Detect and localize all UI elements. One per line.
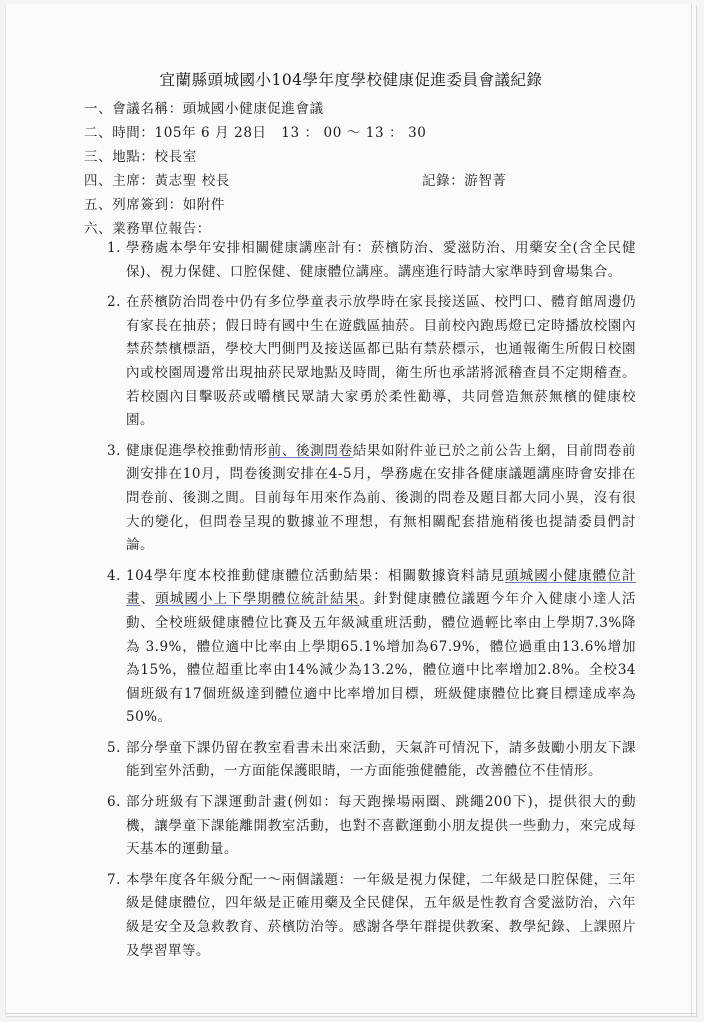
health-plan-link[interactable]: 頭城國小健康體位計畫 [126, 567, 636, 608]
item-number: 3. [107, 442, 121, 459]
document-title: 宜蘭縣頭城國小104學年度學校健康促進委員會議紀錄 [159, 71, 543, 89]
meeting-time-line: 二、時間：105年 6 月 28日 13 ： 00 ～ 13 ： 30 [84, 125, 427, 141]
survey-link[interactable]: 前、後測問卷 [267, 442, 353, 459]
list-item [107, 737, 636, 784]
list-item [107, 869, 636, 963]
item-text: 學務處本學年安排相關健康講座計有：菸檳防治、愛滋防治、用藥安全(含全民健保)、視力保健、口腔保健、健康體位講座。講座進行時請大家準時到會場集合。 [126, 240, 636, 280]
chair-line [84, 169, 604, 189]
item-text-post: 。針對健康體位議題今年介入健康小達人活動、全校班級健康體位比賽及五年級減重班活動，體位過輕比率由上學期7.3%降為 3.9%，體位適中比率由上學期65.1%增加為67.9%，體位過重由13.6%增加為15%，體位超重比率由14%減少為13.2%，體位適中比率增加2.8%。全校34個班級有17個班級達到體位適中比率增加目標，班級健康體位比賽目標達成率為50%。 [126, 591, 637, 726]
report-items-list [107, 237, 637, 970]
item-number: 6. [107, 794, 121, 811]
scanned-page [6, 4, 696, 1016]
chair-text: 四、主席：黃志聖 校長 [84, 173, 230, 189]
item-text: 部分班級有下課運動計畫(例如：每天跑操場兩圈、跳繩200下)，提供很大的動機，讓學童下課能離開教室活動，也對不喜歡運動小朋友提供一些動力，來完成每天基本的運動量。 [126, 794, 636, 858]
meeting-name-line: 一、會議名稱：頭城國小健康促進會議 [84, 101, 324, 117]
item-number: 7. [107, 871, 121, 888]
item-text: 部分學童下課仍留在教室看書未出來活動，天氣許可情況下，請多鼓勵小朋友下課能到室外活動，一方面能保護眼睛，一方面能強健體能，改善體位不佳情形。 [126, 739, 636, 780]
item-text-pre: 104學年度本校推動健康體位活動結果：相關數據資料請見 [126, 567, 505, 584]
item-text-post: 結果如附件並已於之前公告上網，目前問卷前測安排在10月，問卷後測安排在4-5月，學務處在安排各健康議題講座時會安排在問卷前、後測之間。目前每年用來作為前、後測的問卷及題目都大同小異，沒有很大的變化，但問卷呈現的數據並不理想，有無相關配套措施稍後也提請委員們討論。 [126, 442, 637, 554]
item-text: 本學年度各年級分配一～兩個議題：一年級是視力保健，二年級是口腔保健，三年級是健康體位，四年級是正確用藥及全民健保，五年級是性教育含愛滋防治，六年級是安全及急救教育、菸檳防治等。感謝各學年群提供教案、教學紀錄、上課照片及學習單等。 [126, 871, 636, 959]
meeting-location-line: 三、地點：校長室 [84, 149, 197, 165]
item-text: 在菸檳防治問卷中仍有多位學童表示放學時在家長接送區、校門口、體育館周邊仍有家長在抽菸；假日時有國中生在遊戲區抽菸。目前校內跑馬燈已定時播放校園內禁菸禁檳標語，學校大門側門及接送區都已貼有禁菸標示，也通報衛生所假日校園內或校園周邊常出現抽菸民眾地點及時間，衛生所也承諾將派稽查員不定期稽查。若校園內目擊吸菸或嚼檳民眾請大家勇於柔性勸導，共同營造無菸無檳的健康校園。 [126, 294, 636, 429]
list-item [107, 565, 637, 730]
item-text-mid: 、 [140, 591, 156, 608]
list-item [107, 791, 636, 862]
item-text-pre: 健康促進學校推動情形 [126, 442, 268, 459]
list-item [107, 237, 636, 284]
reports-heading: 六、業務單位報告： [84, 221, 211, 237]
list-item [107, 440, 637, 558]
recorder-text: 記錄：游智菁 [422, 173, 507, 189]
item-number: 4. [107, 567, 121, 584]
scan-edge-bottom [6, 1013, 696, 1014]
item-number: 1. [107, 240, 121, 256]
list-item [107, 291, 636, 433]
scan-edge-right [691, 4, 692, 1016]
body-stats-link[interactable]: 頭城國小上下學期體位統計結果 [155, 591, 360, 608]
item-number: 2. [107, 294, 121, 311]
item-number: 5. [107, 739, 121, 756]
attendance-line: 五、列席簽到：如附件 [84, 197, 225, 213]
